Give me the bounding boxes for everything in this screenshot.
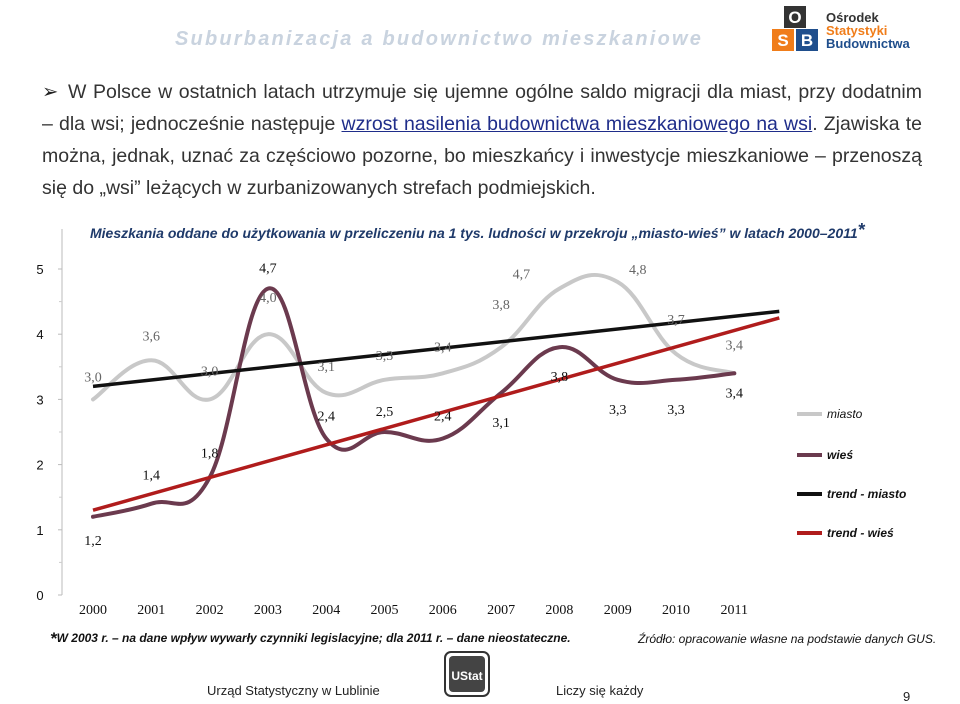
logo-text-line2: Statystyki (826, 23, 888, 38)
ustat-logo (443, 650, 491, 698)
data-label-miasto: 3,0 (84, 370, 102, 386)
page-number: 9 (903, 689, 911, 704)
data-label-wies: 1,2 (84, 533, 102, 549)
x-tick-label: 2011 (720, 603, 749, 618)
legend-label: trend - miasto (827, 487, 907, 501)
x-tick-label: 2005 (370, 603, 399, 618)
chart-title-star: * (857, 220, 865, 240)
bullet-highlight-link: wzrost nasilenia budownictwa mieszkaniowego na wsi (341, 113, 813, 135)
data-label-wies: 2,4 (434, 409, 452, 425)
y-tick-label: 2 (36, 457, 44, 473)
logo-letter-s: S (777, 31, 789, 50)
page-header-title: Suburbanizacja a budownictwo mieszkaniowe (175, 28, 704, 50)
bullet-arrow-icon: ➢ (42, 81, 59, 103)
data-label-wies: 3,8 (550, 370, 569, 386)
footnote-text: W 2003 r. – na dane wpływ wywarły czynniki legislacyjne; dla 2011 r. – dane nieostateczne. (56, 631, 571, 645)
x-tick-label: 2007 (487, 603, 516, 618)
data-label-miasto: 3,1 (317, 359, 335, 375)
y-tick-label: 3 (36, 392, 44, 408)
source-note: Źródło: opracowanie własne na podstawie danych GUS. (638, 632, 937, 646)
logo-letter-o: O (788, 8, 802, 27)
data-label-wies: 3,3 (608, 402, 627, 418)
logo-text-line3: Budownictwa (826, 36, 910, 51)
data-label-wies: 2,4 (317, 409, 335, 425)
legend-label: trend - wieś (827, 526, 894, 540)
y-tick-label: 4 (36, 327, 44, 343)
x-tick-label: 2001 (137, 603, 166, 618)
x-tick-label: 2008 (545, 603, 574, 618)
x-tick-label: 2002 (195, 603, 224, 618)
footnote (50, 629, 571, 649)
data-label-miasto: 4,0 (259, 291, 277, 307)
footer-office: Urząd Statystyczny w Lublinie (207, 683, 380, 698)
x-tick-label: 2009 (603, 603, 632, 618)
data-label-miasto: 4,8 (628, 263, 647, 279)
data-label-wies: 2,5 (375, 405, 394, 420)
x-tick-label: 2010 (662, 603, 690, 618)
ustat-logo-text: UStat (451, 669, 483, 683)
bullet-text-part1: W Polsce w ostatnich latach utrzymuje się ujemne ogólne saldo migracji dla miast, przy dodatnim – dla wsi; jednocześnie następuje (42, 81, 922, 135)
x-tick-label: 2000 (79, 603, 107, 618)
data-label-miasto: 3,3 (375, 348, 394, 364)
bullet-text-part2: . Zjawiska te można, jednak, uznać za częściowo pozorne, bo mieszkańcy i inwestycje mieszkaniowe – przenoszą się do „wsi” leżących w zurbanizowanych strefach podmiejskich. (42, 113, 922, 199)
data-label-wies: 3,3 (667, 402, 685, 418)
data-label-miasto: 4,7 (512, 267, 531, 283)
data-label-miasto: 3,4 (434, 340, 452, 356)
y-tick-label: 1 (36, 522, 44, 538)
data-label-miasto: 3,0 (200, 364, 219, 380)
data-label-miasto: 3,6 (142, 329, 161, 345)
y-tick-label: 5 (36, 262, 44, 277)
logo-text-line1: Ośrodek (826, 10, 879, 25)
x-tick-label: 2006 (428, 603, 457, 618)
y-tick-label: 0 (36, 588, 44, 603)
footnote-star: * (50, 629, 57, 648)
data-label-wies: 3,1 (492, 415, 510, 431)
logo-letter-b: B (800, 31, 814, 50)
data-label-miasto: 3,8 (492, 298, 510, 314)
legend-label: miasto (827, 407, 863, 421)
x-tick-label: 2004 (312, 603, 341, 618)
data-label-wies: 1,4 (142, 468, 161, 484)
legend-label: wieś (827, 448, 854, 462)
footer-slogan: Liczy się każdy (556, 683, 644, 698)
data-label-miasto: 3,4 (725, 338, 744, 354)
data-label-wies: 4,7 (259, 261, 277, 277)
data-label-wies: 1,8 (200, 446, 219, 462)
data-label-miasto: 3,7 (667, 312, 685, 328)
x-tick-label: 2003 (253, 603, 282, 618)
data-label-wies: 3,4 (725, 386, 744, 402)
chart-title-text: Mieszkania oddane do użytkowania w przeliczeniu na 1 tys. ludności w przekroju „miasto-wieś” w latach 2000–2011 (90, 225, 858, 241)
